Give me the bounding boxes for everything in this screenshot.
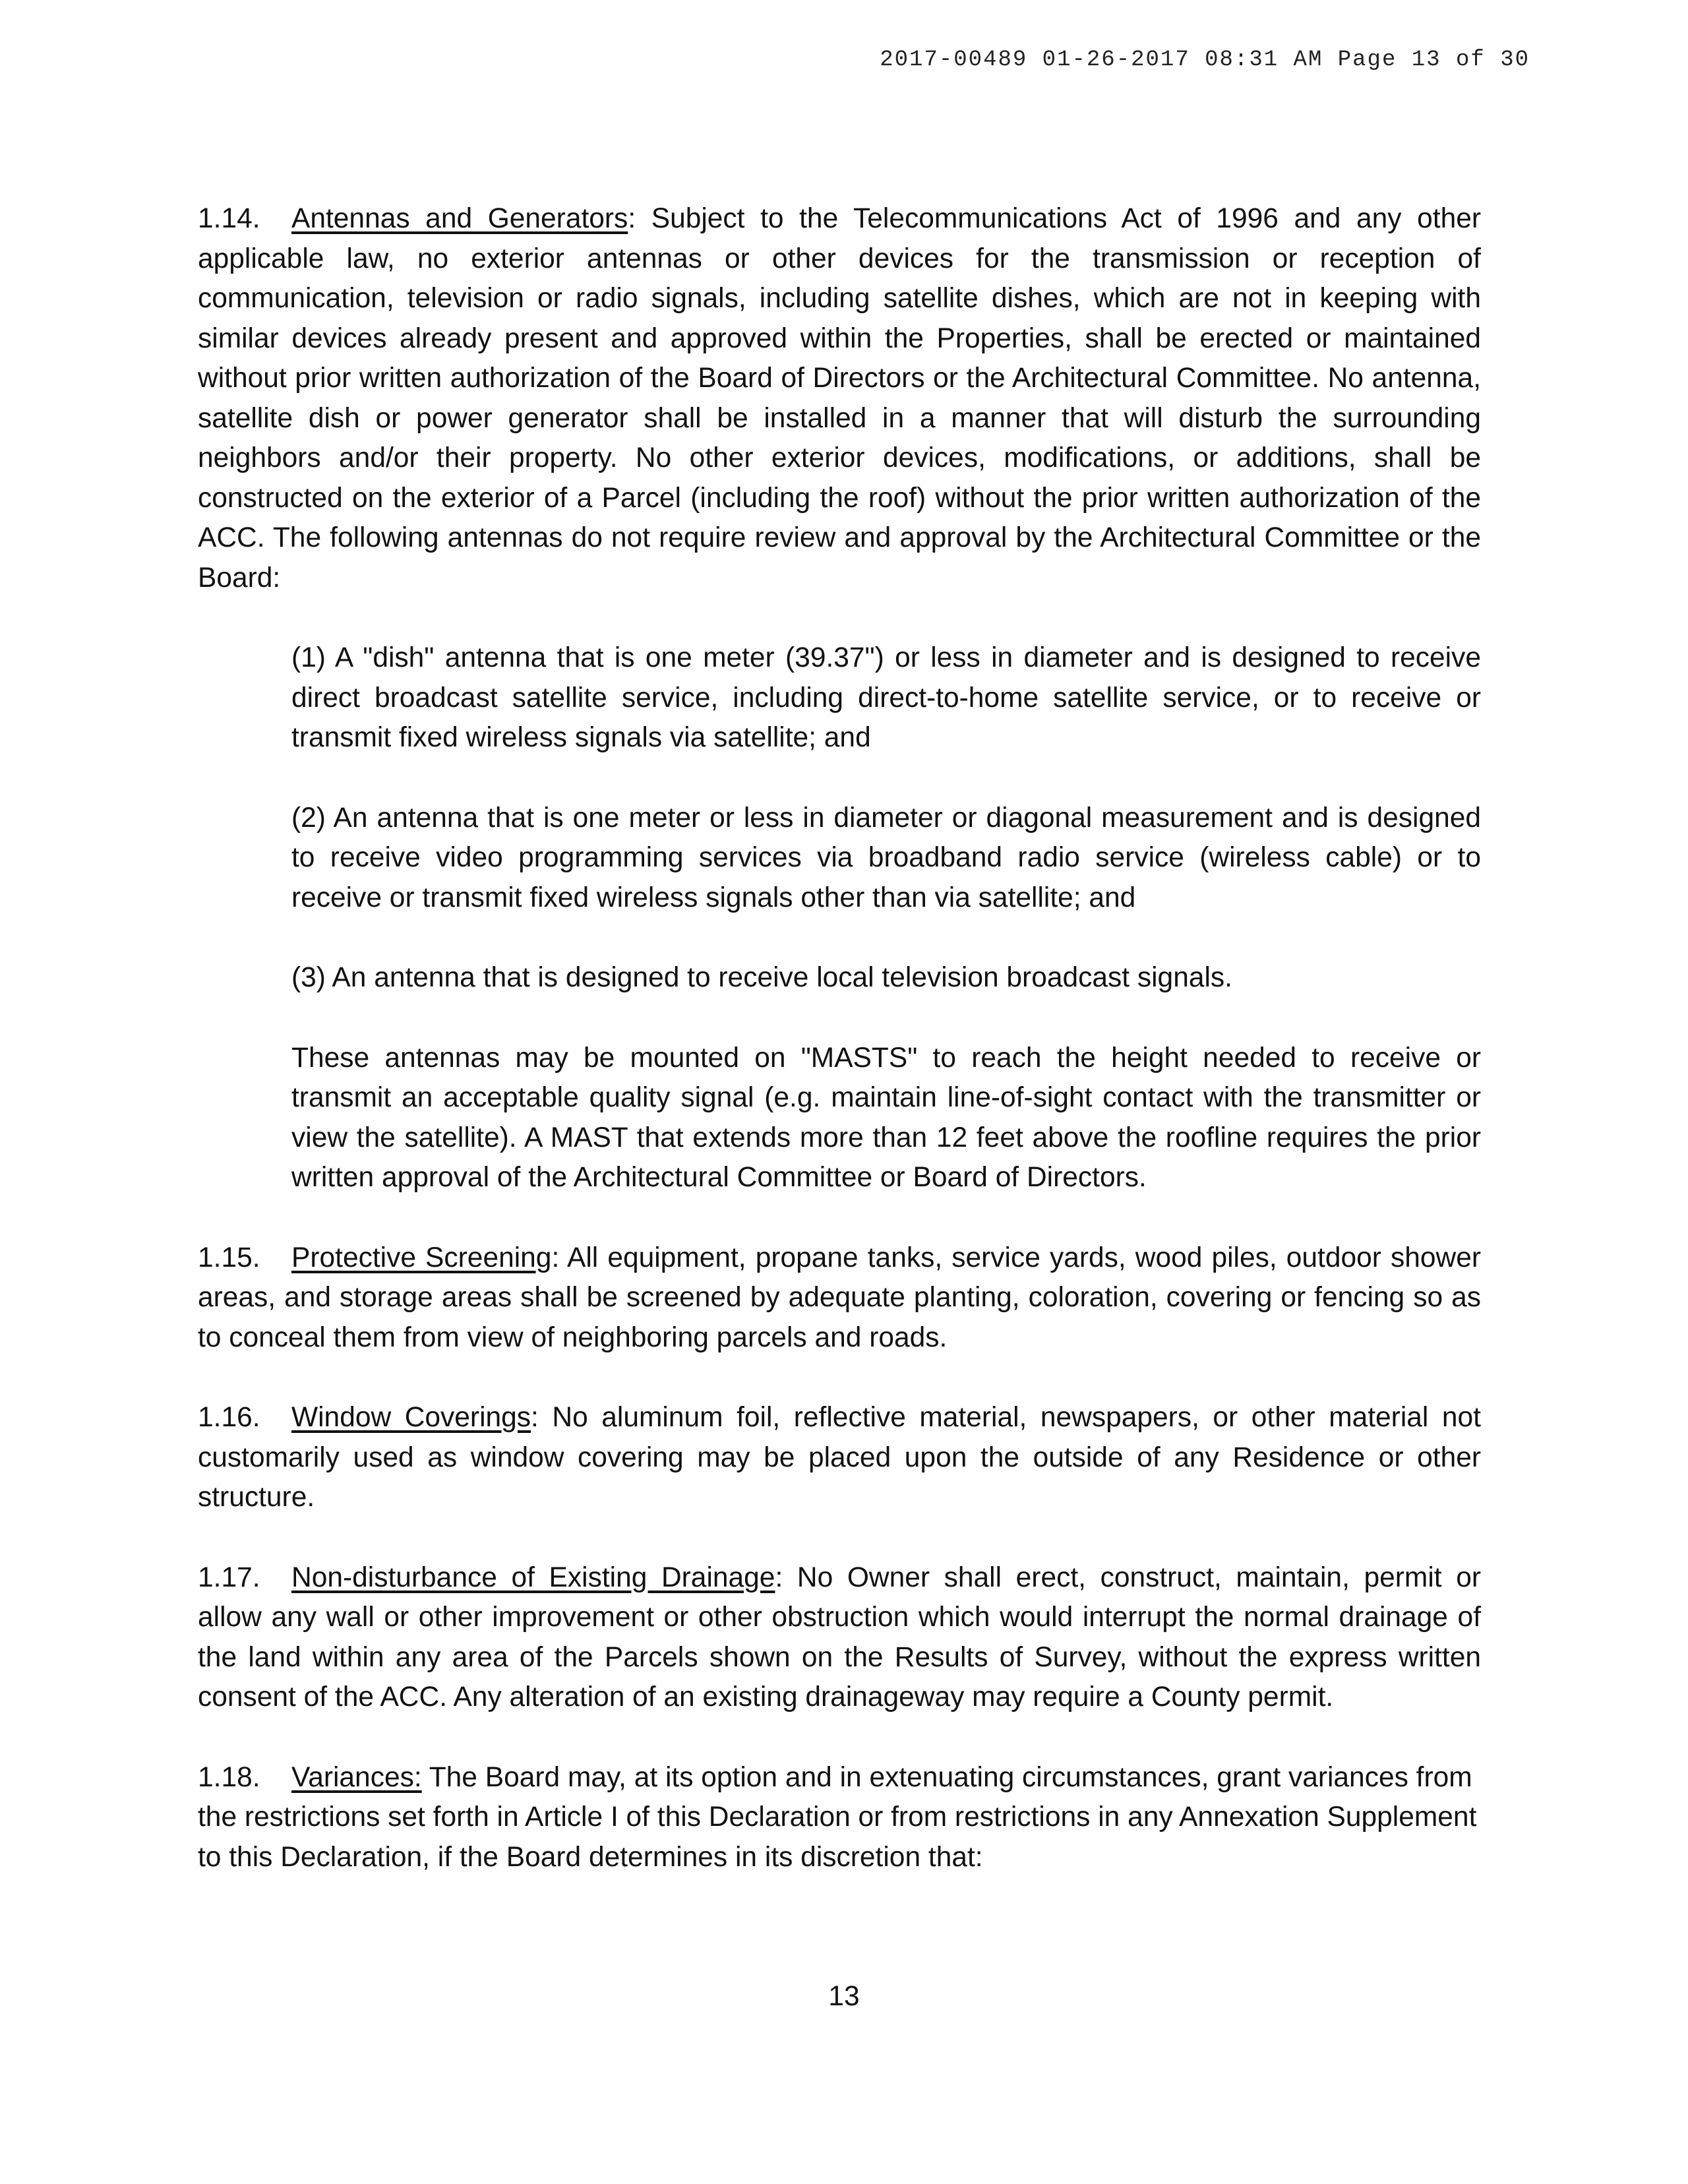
section-text: The Board may, at its option and in extenuating circumstances, grant variances from the restrictions set forth in Article I of this Declaration or from restrictions in any Annexation Supplement to this Declaration, if the Board determines in its discretion that: xyxy=(198,1761,1477,1873)
fax-header: 2017-00489 01-26-2017 08:31 AM Page 13 of 30 xyxy=(880,47,1530,73)
antenna-item-1: (1) A "dish" antenna that is one meter (39.37") or less in diameter and is designed to receive direct broadcast satellite service, including direct-to-home satellite service, or to receive or transmit fixed wireless signals via satellite; and xyxy=(291,642,1481,753)
heading-punctuation: : xyxy=(775,1562,783,1593)
section-number: 1.16. xyxy=(198,1402,260,1433)
antenna-item-3: (3) An antenna that is designed to receive local television broadcast signals. xyxy=(291,962,1232,993)
section-heading: Antennas and Generators xyxy=(291,203,628,234)
antenna-item-2: (2) An antenna that is one meter or less in diameter or diagonal measurement and is designed to receive video programming services via broadband radio service (wireless cable) or to receive or transmit fixed wireless signals other than via satellite; and xyxy=(291,802,1481,913)
section-number: 1.18. xyxy=(198,1761,260,1793)
section-heading: Variances: xyxy=(291,1761,422,1793)
section-1-17 xyxy=(198,1558,1481,1718)
section-number: 1.17. xyxy=(198,1562,260,1593)
section-text: No Owner shall erect, construct, maintain, permit or allow any wall or other improvement or other obstruction which would interrupt the normal drainage of the land within any area of the Parcels shown on the Results of Survey, without the express written consent of the ACC. Any alteration of an existing drainageway may require a County permit. xyxy=(198,1562,1481,1713)
section-heading: Window Coverings xyxy=(291,1402,531,1433)
section-number: 1.14. xyxy=(198,203,260,234)
section-1-15 xyxy=(198,1238,1481,1358)
section-heading: Protective Screening xyxy=(291,1242,552,1273)
heading-punctuation: : xyxy=(628,203,636,234)
section-heading: Non-disturbance of Existing Drainage xyxy=(291,1562,775,1593)
heading-punctuation: : xyxy=(531,1402,539,1433)
section-1-16 xyxy=(198,1398,1481,1518)
section-text: Subject to the Telecommunications Act of 1996 and any other applicable law, no exterior antennas or other devices for the transmission or reception of communication, television or radio signals, including satellite dishes, which are not in keeping with similar devices already present and approved within the Properties, shall be erected or maintained without prior written authorization of the Board of Directors or the Architectural Committee. No antenna, satellite dish or power generator shall be installed in a manner that will disturb the surrounding neighbors and/or their property. No other exterior devices, modifications, or additions, shall be constructed on the exterior of a Parcel (including the roof) without the prior written authorization of the ACC. The following antennas do not require review and approval by the Architectural Committee or the Board: xyxy=(198,203,1482,593)
page-number: 13 xyxy=(828,1981,860,2012)
section-1-18 xyxy=(198,1758,1481,1878)
section-1-14 xyxy=(198,199,1481,598)
mast-paragraph: These antennas may be mounted on "MASTS" to reach the height needed to receive or transmit an acceptable quality signal (e.g. maintain line-of-sight contact with the transmitter or view the satellite). A MAST that extends more than 12 feet above the roofline requires the prior written approval of the Architectural Committee or Board of Directors. xyxy=(291,1042,1481,1193)
section-number: 1.15. xyxy=(198,1242,260,1273)
document-body xyxy=(198,199,1481,1918)
section-text: All equipment, propane tanks, service yards, wood piles, outdoor shower areas, and storage areas shall be screened by adequate planting, coloration, covering or fencing so as to conceal them from view of neighboring parcels and roads. xyxy=(198,1242,1481,1353)
section-text: No aluminum foil, reflective material, newspapers, or other material not customarily used as window covering may be placed upon the outside of any Residence or other structure. xyxy=(198,1402,1481,1513)
heading-punctuation: : xyxy=(551,1242,560,1273)
